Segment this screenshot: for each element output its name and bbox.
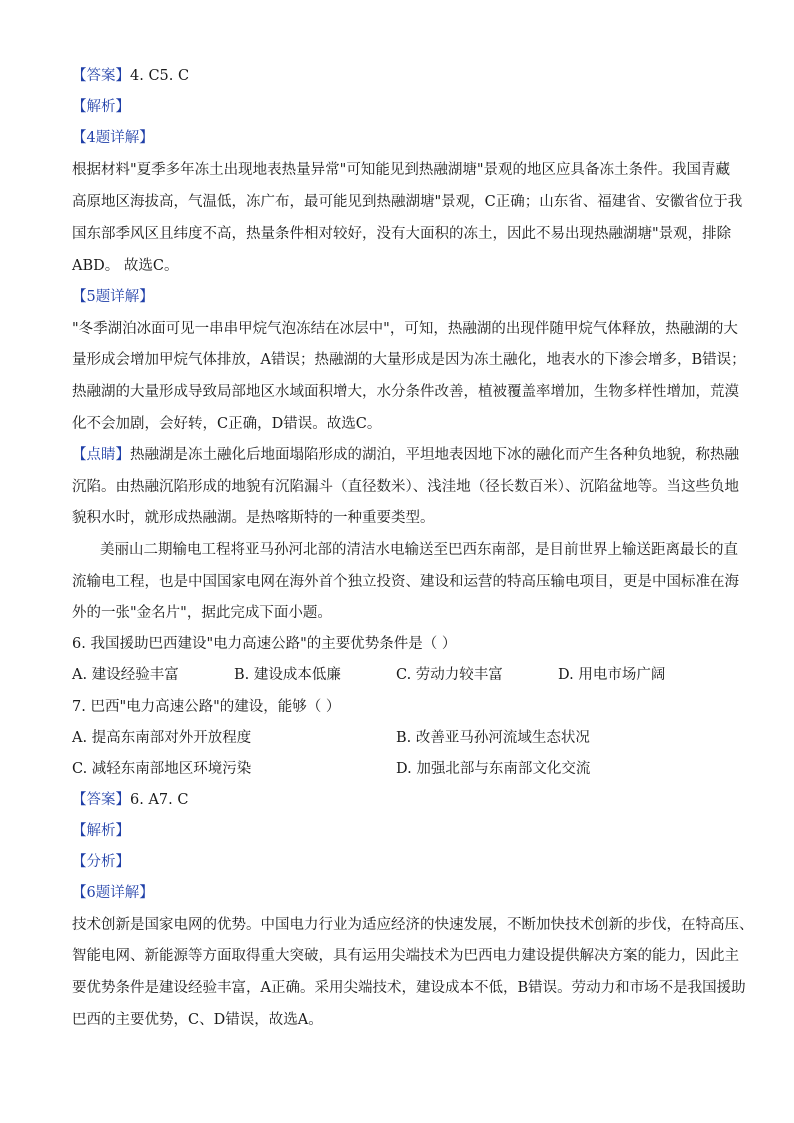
q7-option-a: A. 提高东南部对外开放程度 (72, 730, 252, 746)
q6-option-c: C. 劳动力较丰富 (396, 667, 503, 683)
q4-text-line: ABD。 故选C。 (72, 258, 179, 274)
answer-line-1 (72, 66, 722, 86)
q5-text-line: 量形成会增加甲烷气体排放，A错误；热融湖的大量形成是因为冻土融化，地表水的下渗会增多，B错误； (72, 352, 746, 368)
highlight-line: 沉陷。由热融沉陷形成的地貌有沉陷漏斗（直径数米）、浅洼地（径长数百米）、沉陷盆地等。当这些负地 (72, 479, 739, 495)
answer-tag: 【答案】 (72, 792, 130, 808)
q6-text-line: 智能电网、新能源等方面取得重大突破，具有运用尖端技术为巴西电力建设提供解决方案的能力，因此主 (72, 948, 739, 964)
highlight-text: 热融湖是冻土融化后地面塌陷形成的湖泊，平坦地表因地下冰的融化而产生各种负地貌，称热融 (130, 447, 739, 463)
passage-line: 流输电工程，也是中国国家电网在海外首个独立投资、建设和运营的特高压输电项目，更是中国标准在海 (72, 574, 739, 590)
q7-option-c: C. 减轻东南部地区环境污染 (72, 761, 252, 777)
q4-text-line: 国东部季风区且纬度不高，热量条件相对较好，没有大面积的冻土，因此不易出现热融湖塘"景观，排除 (72, 226, 732, 242)
answer-tag: 【答案】 (72, 68, 130, 84)
analysis-sub-heading: 【分析】 (72, 854, 130, 870)
q7-stem: 7. 巴西"电力高速公路"的建设，能够（ ） (72, 699, 341, 715)
q6-option-a: A. 建设经验丰富 (72, 667, 179, 683)
passage-line: 美丽山二期输电工程将亚马孙河北部的清洁水电输送至巴西东南部，是目前世界上输送距离最长的直 (100, 542, 738, 558)
highlight-line (72, 445, 739, 465)
q5-detail-heading: 【5题详解】 (72, 289, 154, 305)
answer-line-2 (72, 790, 722, 810)
q6-text-line: 巴西的主要优势，C、D错误，故选A。 (72, 1012, 323, 1028)
q6-stem: 6. 我国援助巴西建设"电力高速公路"的主要优势条件是（ ） (72, 636, 457, 652)
q4-text-line: 根据材料"夏季多年冻土出现地表热量异常"可知能见到热融湖塘"景观的地区应具备冻土条件。我国青藏 (72, 162, 731, 178)
answer-text: 6. A7. C (130, 792, 189, 808)
q6-text-line: 要优势条件是建设经验丰富，A正确。采用尖端技术，建设成本不低，B错误。劳动力和市场不是我国援助 (72, 980, 746, 996)
passage-line: 外的一张"金名片"，据此完成下面小题。 (72, 605, 332, 621)
answer-text: 4. C5. C (130, 68, 190, 84)
q5-text-line: 化不会加剧，会好转，C正确，D错误。故选C。 (72, 416, 382, 432)
q5-text-line: 热融湖的大量形成导致局部地区水域面积增大，水分条件改善，植被覆盖率增加，生物多样性增加，荒漠 (72, 384, 739, 400)
highlight-tag: 【点睛】 (72, 447, 130, 463)
q7-option-b: B. 改善亚马孙河流域生态状况 (396, 730, 590, 746)
q4-text-line: 高原地区海拔高，气温低，冻广布，最可能见到热融湖塘"景观，C正确；山东省、福建省、安徽省位于我 (72, 194, 743, 210)
q6-option-b: B. 建设成本低廉 (234, 667, 341, 683)
analysis-heading: 【解析】 (72, 99, 130, 115)
analysis-heading: 【解析】 (72, 823, 130, 839)
q6-option-d: D. 用电市场广阔 (558, 667, 666, 683)
q6-detail-heading: 【6题详解】 (72, 885, 154, 901)
q5-text-line: "冬季湖泊冰面可见一串串甲烷气泡冻结在冰层中"，可知，热融湖的出现伴随甲烷气体释放，热融湖的大 (72, 321, 738, 337)
highlight-line: 貌积水时，就形成热融湖。是热喀斯特的一种重要类型。 (72, 510, 435, 526)
q6-text-line: 技术创新是国家电网的优势。中国电力行业为适应经济的快速发展，不断加快技术创新的步伐，在特高压、 (72, 917, 754, 933)
q4-detail-heading: 【4题详解】 (72, 130, 154, 146)
q7-option-d: D. 加强北部与东南部文化交流 (396, 761, 591, 777)
